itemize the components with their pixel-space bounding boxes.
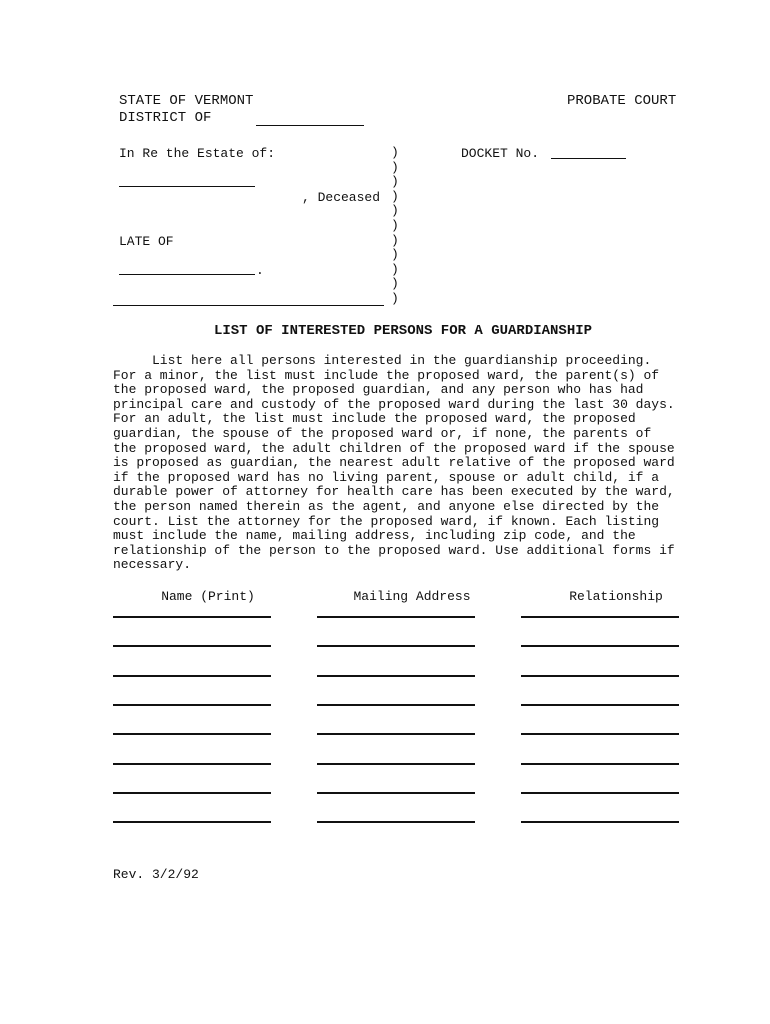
instruction-line: the proposed ward, the adult children of the proposed ward if the spouse (113, 440, 675, 456)
late-of-period: . (256, 263, 264, 278)
instruction-line: durable power of attorney for health care has been executed by the ward, (113, 484, 675, 500)
name-entry-line[interactable] (113, 733, 271, 735)
relationship-entry-line[interactable] (521, 733, 679, 735)
docket-number-field[interactable] (551, 158, 626, 159)
relationship-entry-line[interactable] (521, 645, 679, 647)
instruction-line: if the proposed ward has no living parent, spouse or adult child, if a (113, 469, 660, 485)
district-label: DISTRICT OF (119, 110, 212, 126)
name-entry-line[interactable] (113, 616, 271, 618)
instruction-line: necessary. (113, 557, 192, 573)
court-heading: PROBATE COURT (567, 93, 677, 109)
address-entry-line[interactable] (317, 675, 475, 677)
name-entry-line[interactable] (113, 763, 271, 765)
late-of-field[interactable] (119, 274, 255, 275)
address-entry-line[interactable] (317, 704, 475, 706)
instruction-line: For an adult, the list must include the proposed ward, the proposed (113, 411, 636, 427)
form-title: LIST OF INTERESTED PERSONS FOR A GUARDIANSHIP (213, 323, 593, 339)
name-entry-line[interactable] (113, 675, 271, 677)
name-entry-line[interactable] (113, 645, 271, 647)
instruction-line: relationship of the person to the proposed ward. Use additional forms if (113, 542, 675, 558)
column-heading-relationship: Relationship (569, 589, 663, 604)
relationship-entry-line[interactable] (521, 763, 679, 765)
address-entry-line[interactable] (317, 792, 475, 794)
deceased-label: , Deceased (302, 190, 381, 205)
relationship-entry-line[interactable] (521, 704, 679, 706)
instruction-line: must include the name, mailing address, including zip code, and the (113, 528, 636, 544)
instruction-line: For a minor, the list must include the proposed ward, the parent(s) of (113, 367, 660, 383)
late-of-label: LATE OF (119, 234, 174, 249)
instruction-line: court. List the attorney for the proposed ward, if known. Each listing (113, 513, 660, 529)
docket-label: DOCKET No. (461, 146, 540, 161)
address-entry-line[interactable] (317, 821, 475, 823)
column-heading-address: Mailing Address (353, 589, 471, 604)
address-entry-line[interactable] (317, 645, 475, 647)
instruction-line: is proposed as guardian, the nearest adult relative of the proposed ward (113, 455, 675, 471)
instruction-line: List here all persons interested in the guardianship proceeding. (113, 353, 652, 368)
instruction-line: the proposed ward, the proposed guardian, and any person who has had (113, 382, 644, 398)
address-entry-line[interactable] (317, 763, 475, 765)
address-entry-line[interactable] (317, 733, 475, 735)
estate-label: In Re the Estate of: (119, 146, 276, 161)
name-entry-line[interactable] (113, 704, 271, 706)
caption-bottom-rule (113, 305, 384, 306)
column-heading-name: Name (Print) (161, 589, 255, 604)
instruction-line: guardian, the spouse of the proposed ward or, if none, the parents of (113, 425, 652, 441)
district-field[interactable] (256, 125, 364, 126)
decedent-name-field[interactable] (119, 186, 255, 187)
relationship-entry-line[interactable] (521, 675, 679, 677)
instruction-line: the person named therein as the agent, and anyone else directed by the (113, 498, 660, 514)
state-heading: STATE OF VERMONT (119, 93, 254, 109)
address-entry-line[interactable] (317, 616, 475, 618)
instructions-paragraph (113, 354, 673, 573)
name-entry-line[interactable] (113, 792, 271, 794)
instruction-line: principal care and custody of the proposed ward during the last 30 days. (113, 396, 675, 412)
name-entry-line[interactable] (113, 821, 271, 823)
relationship-entry-line[interactable] (521, 821, 679, 823)
relationship-entry-line[interactable] (521, 792, 679, 794)
revision-note: Rev. 3/2/92 (113, 867, 199, 882)
caption-parentheses: ) ) ) ) ) ) ) ) ) ) ) (391, 145, 399, 306)
relationship-entry-line[interactable] (521, 616, 679, 618)
